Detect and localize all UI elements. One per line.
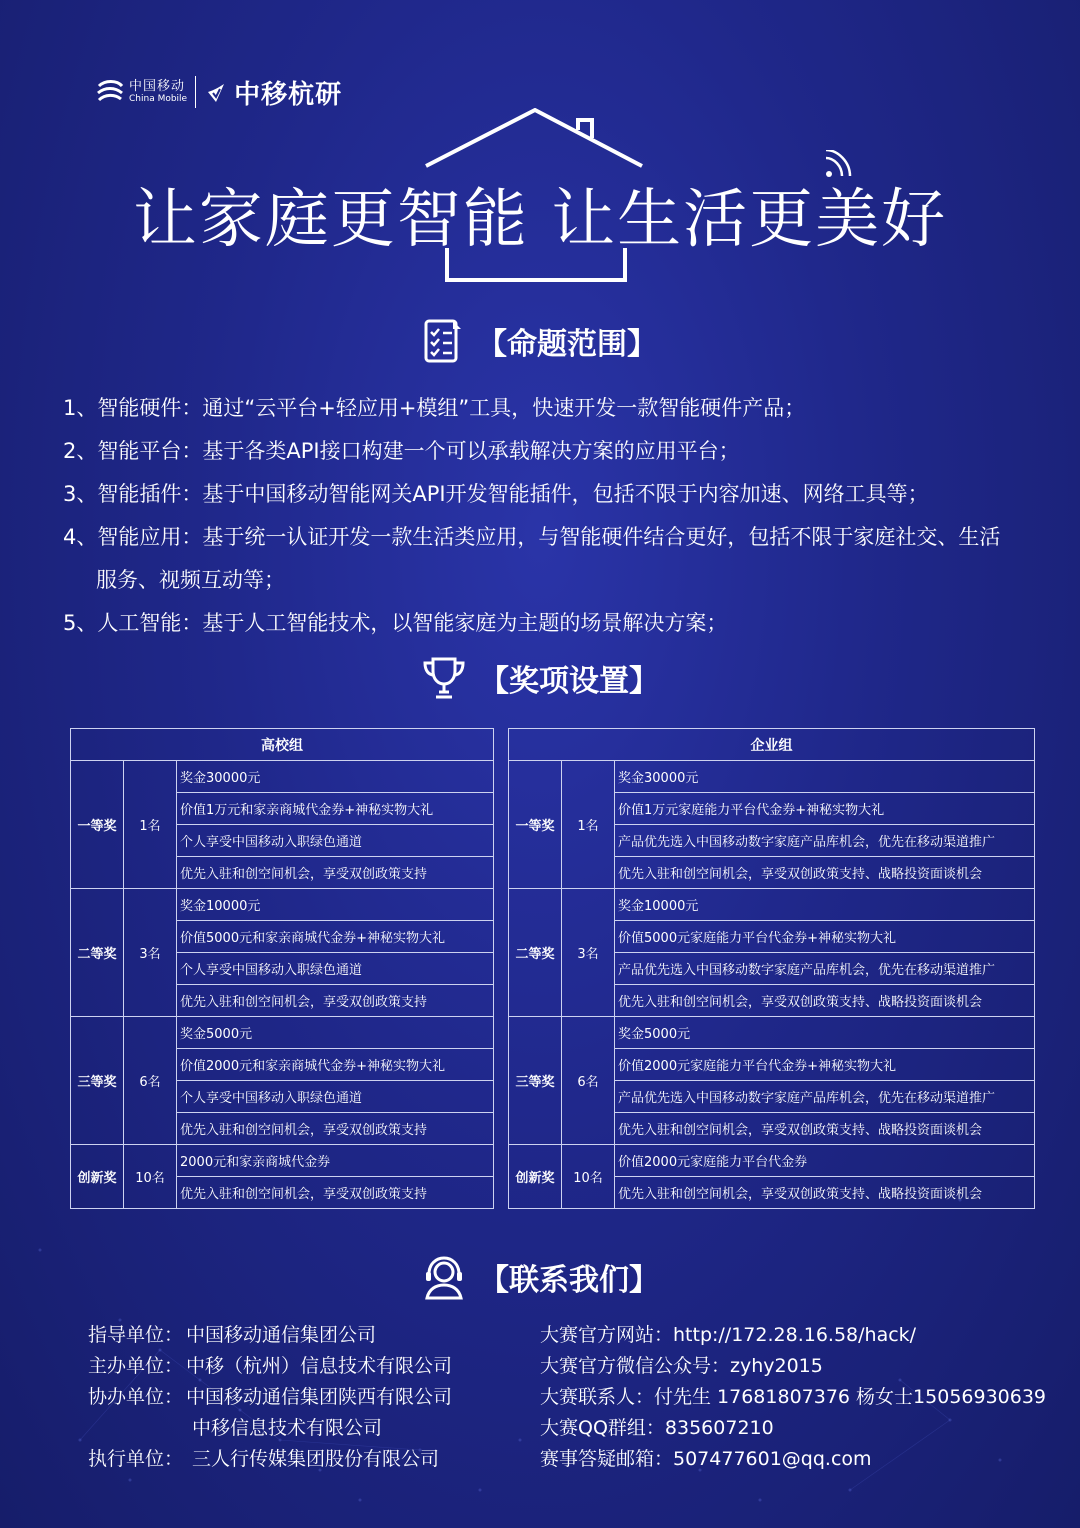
prize-cell: 优先入驻和创空间机会，享受双创政策支持、战略投资面谈机会	[615, 1113, 1035, 1145]
prize-cell: 优先入驻和创空间机会，享受双创政策支持	[177, 985, 494, 1017]
table-row	[71, 761, 494, 793]
china-mobile-cn-text: 中国移动	[129, 79, 186, 94]
rank-cell: 三等奖	[509, 1017, 562, 1145]
prize-cell: 价值1万元和家亲商城代金券+神秘实物大礼	[177, 793, 494, 825]
count-cell: 10名	[562, 1145, 615, 1209]
prize-cell: 价值5000元和家亲商城代金券+神秘实物大礼	[177, 921, 494, 953]
rank-cell: 二等奖	[509, 889, 562, 1017]
prize-cell: 奖金5000元	[615, 1017, 1035, 1049]
organizer-name: 中国移动通信集团公司	[186, 1324, 377, 1346]
table-row	[71, 1145, 494, 1177]
header-logos	[95, 72, 342, 112]
count-cell: 6名	[562, 1017, 615, 1145]
prize-cell: 价值2000元家庭能力平台代金券+神秘实物大礼	[615, 1049, 1035, 1081]
enterprise-prize-table	[508, 728, 1035, 1209]
hangyan-leaf-icon	[204, 80, 228, 104]
prize-cell: 价值2000元和家亲商城代金券+神秘实物大礼	[177, 1049, 494, 1081]
contact-person-line: 大赛联系人：付先生 17681807376 杨女士15056930639	[540, 1386, 1047, 1408]
trophy-icon	[421, 655, 467, 701]
organizer-role: 主办单位：	[88, 1355, 184, 1377]
table-row	[71, 889, 494, 921]
table-row	[71, 1017, 494, 1049]
university-prize-table	[70, 728, 494, 1209]
count-cell: 1名	[562, 761, 615, 889]
prize-cell: 奖金10000元	[615, 889, 1035, 921]
prize-cell: 价值1万元家庭能力平台代金券+神秘实物大礼	[615, 793, 1035, 825]
prize-cell: 优先入驻和创空间机会，享受双创政策支持、战略投资面谈机会	[615, 857, 1035, 889]
prize-cell: 优先入驻和创空间机会，享受双创政策支持、战略投资面谈机会	[615, 1177, 1035, 1209]
organizer-role: 执行单位：	[88, 1448, 184, 1470]
topic-item: 2、智能平台：基于各类API接口构建一个可以承载解决方案的应用平台；	[63, 439, 740, 463]
prize-cell: 优先入驻和创空间机会，享受双创政策支持	[177, 1113, 494, 1145]
prize-cell: 2000元和家亲商城代金券	[177, 1145, 494, 1177]
count-cell: 1名	[124, 761, 177, 889]
checklist-icon	[423, 318, 465, 364]
hangyan-logo-text: 中移杭研	[234, 79, 343, 110]
prize-cell: 个人享受中国移动入职绿色通道	[177, 953, 494, 985]
prize-cell: 价值5000元家庭能力平台代金券+神秘实物大礼	[615, 921, 1035, 953]
email-line[interactable]: 赛事答疑邮箱：507477601@qq.com	[540, 1448, 872, 1470]
qq-group-line: 大赛QQ群组：835607210	[540, 1417, 774, 1439]
organizer-name: 中移信息技术有限公司	[186, 1417, 383, 1439]
rank-cell: 三等奖	[71, 1017, 124, 1145]
prize-cell: 奖金10000元	[177, 889, 494, 921]
count-cell: 3名	[562, 889, 615, 1017]
topic-item: 3、智能插件：基于中国移动智能网关API开发智能插件，包括不限于内容加速、网络工具等；	[63, 482, 929, 506]
table-row	[509, 1017, 1035, 1049]
topics-heading: 【命题范围】	[477, 327, 657, 362]
count-cell: 3名	[124, 889, 177, 1017]
prize-cell: 奖金30000元	[177, 761, 494, 793]
organizer-role: 指导单位：	[88, 1324, 184, 1346]
organizer-row	[88, 1320, 452, 1351]
prize-cell: 价值2000元家庭能力平台代金券	[615, 1145, 1035, 1177]
rank-cell: 一等奖	[71, 761, 124, 889]
prize-cell: 产品优先选入中国移动数字家庭产品库机会，优先在移动渠道推广	[615, 825, 1035, 857]
rank-cell: 创新奖	[71, 1145, 124, 1209]
table-row	[509, 1145, 1035, 1177]
topic-item: 4、智能应用：基于统一认证开发一款生活类应用，与智能硬件结合更好，包括不限于家庭社交、生活	[63, 525, 1001, 549]
topic-item: 5、人工智能：基于人工智能技术，以智能家庭为主题的场景解决方案；	[63, 611, 728, 635]
prize-cell: 个人享受中国移动入职绿色通道	[177, 1081, 494, 1113]
prize-cell: 优先入驻和创空间机会，享受双创政策支持	[177, 1177, 494, 1209]
prize-cell: 优先入驻和创空间机会，享受双创政策支持、战略投资面谈机会	[615, 985, 1035, 1017]
contact-info-list	[540, 1320, 1046, 1475]
topic-item-continuation: 服务、视频互动等；	[96, 568, 285, 592]
prize-cell: 奖金30000元	[615, 761, 1035, 793]
organizer-row	[88, 1413, 452, 1444]
rank-cell: 创新奖	[509, 1145, 562, 1209]
rank-cell: 二等奖	[71, 889, 124, 1017]
headset-support-icon	[421, 1254, 467, 1300]
contact-heading-row	[0, 1254, 1080, 1300]
count-cell: 10名	[124, 1145, 177, 1209]
organizer-role: 协办单位：	[88, 1386, 184, 1408]
table-row	[509, 889, 1035, 921]
awards-heading: 【奖项设置】	[479, 664, 659, 699]
rank-cell: 一等奖	[509, 761, 562, 889]
organizers-list	[88, 1320, 452, 1475]
contact-heading: 【联系我们】	[479, 1263, 659, 1298]
university-table-title: 高校组	[71, 729, 494, 761]
topic-item: 1、智能硬件：通过“云平台+轻应用+模组”工具，快速开发一款智能硬件产品；	[63, 396, 806, 420]
main-title: 让家庭更智能 让生活更美好	[132, 183, 948, 257]
enterprise-table-title: 企业组	[509, 729, 1035, 761]
china-mobile-en-text: China Mobile	[129, 94, 188, 104]
logo-divider	[195, 76, 196, 108]
organizer-row	[88, 1351, 452, 1382]
table-row	[509, 761, 1035, 793]
prize-cell: 优先入驻和创空间机会，享受双创政策支持	[177, 857, 494, 889]
wechat-line: 大赛官方微信公众号：zyhy2015	[540, 1355, 823, 1377]
prize-cell: 个人享受中国移动入职绿色通道	[177, 825, 494, 857]
organizer-name: 三人行传媒集团股份有限公司	[186, 1448, 440, 1470]
prize-cell: 产品优先选入中国移动数字家庭产品库机会，优先在移动渠道推广	[615, 953, 1035, 985]
topics-heading-row	[0, 318, 1080, 364]
organizer-name: 中国移动通信集团陕西有限公司	[186, 1386, 453, 1408]
prize-cell: 产品优先选入中国移动数字家庭产品库机会，优先在移动渠道推广	[615, 1081, 1035, 1113]
china-mobile-logo	[95, 78, 187, 106]
prize-cell: 奖金5000元	[177, 1017, 494, 1049]
topic-list	[63, 390, 1023, 648]
organizer-name: 中移（杭州）信息技术有限公司	[186, 1355, 453, 1377]
organizer-row	[88, 1444, 452, 1475]
organizer-row	[88, 1382, 452, 1413]
awards-heading-row	[0, 655, 1080, 701]
count-cell: 6名	[124, 1017, 177, 1145]
china-mobile-swirl-icon	[95, 78, 125, 106]
website-line[interactable]: 大赛官方网站：http://172.28.16.58/hack/	[540, 1324, 917, 1346]
